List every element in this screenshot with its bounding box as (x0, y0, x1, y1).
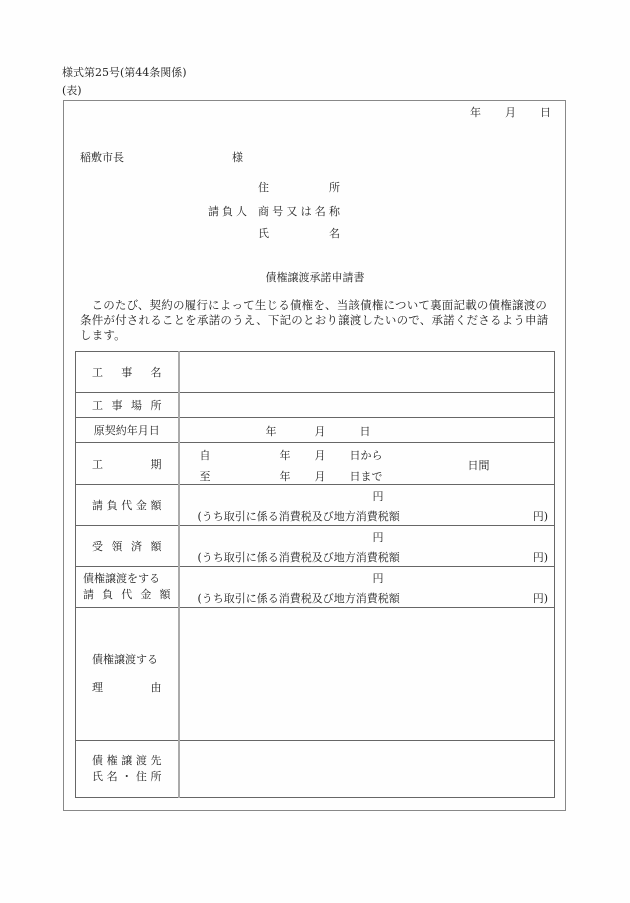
date-day: 日 (540, 106, 551, 119)
label-char: 氏 (258, 227, 269, 240)
tax-note: (うち取引に係る消費税及び地方消費税額 (197, 551, 400, 564)
label-construction-period (76, 443, 179, 485)
label-char: 済 (131, 540, 142, 553)
label-char: は (300, 205, 312, 218)
period-to-day: 日まで (349, 470, 383, 483)
label-char: 号 (272, 205, 284, 218)
label-char: ・ (121, 770, 133, 783)
period-from-day: 日から (349, 449, 383, 462)
label-project-name (76, 352, 179, 393)
label-assignment-reason (76, 608, 179, 741)
period-from-prefix: 自 (199, 449, 211, 462)
amount-yen: 円 (372, 572, 384, 585)
project-name-field[interactable] (179, 352, 555, 393)
addressee-honorific: 様 (232, 151, 243, 164)
project-location-field[interactable] (179, 393, 555, 418)
period-from-month: 月 (314, 449, 326, 462)
period-from-year: 年 (279, 449, 291, 462)
construction-period-field[interactable] (179, 443, 555, 485)
date-month: 月 (505, 106, 516, 119)
form-number: 様式第25号(第44条関係) (62, 66, 187, 79)
label-char: 領 (111, 540, 123, 553)
tax-yen: 円) (532, 551, 548, 564)
label-char: 住 (135, 770, 147, 783)
label-project-location (76, 393, 179, 418)
label-char: 場 (131, 399, 142, 412)
label-char: 額 (150, 499, 162, 512)
label-char: 請 (92, 499, 103, 512)
name-label (258, 227, 340, 241)
label-char: 負 (102, 588, 114, 601)
label-char: 所 (150, 399, 162, 412)
period-to-prefix: 至 (199, 470, 211, 483)
label-char: 商 (258, 205, 269, 218)
row-assignee (76, 741, 555, 798)
label-text: 原契約年月日 (93, 424, 160, 437)
row-original-contract-date (76, 418, 555, 443)
body-text: このたび、契約の履行によって生じる債権を、当該債権について裏面記載の債権譲渡の条件が付されることを承諾のうえ、下記のとおり譲渡したいので、承諾くださるよう申請します。 (80, 298, 549, 342)
label-char: 権 (106, 754, 118, 767)
date-year: 年 (470, 106, 481, 119)
assignee-field[interactable] (179, 741, 555, 798)
label-char: 由 (150, 681, 162, 694)
address-label (258, 181, 340, 195)
document-title: 債権譲渡承諾申請書 (265, 271, 365, 284)
label-line: 債権譲渡をする (83, 572, 160, 585)
tax-yen: 円) (532, 510, 548, 523)
label-assigned-amount (76, 567, 179, 608)
label-char: 渡 (135, 754, 147, 767)
row-project-location (76, 393, 555, 418)
label-char: 理 (92, 681, 103, 694)
row-contract-amount (76, 485, 555, 526)
company-label (258, 205, 340, 219)
form-side-label: (表) (62, 84, 82, 97)
label-char: 額 (150, 540, 162, 553)
label-char: 事 (121, 366, 133, 379)
label-char: 先 (150, 754, 162, 767)
tax-note: (うち取引に係る消費税及び地方消費税額 (197, 510, 400, 523)
application-table (75, 351, 555, 798)
label-char: 工 (92, 399, 103, 412)
row-construction-period (76, 443, 555, 485)
label-char: 名 (329, 227, 340, 240)
label-char: 又 (286, 205, 298, 218)
row-assigned-amount (76, 567, 555, 608)
label-char: 工 (92, 366, 103, 379)
label-char: 所 (329, 181, 340, 194)
period-duration: 日間 (467, 459, 490, 472)
period-to-month: 月 (314, 470, 326, 483)
label-char: 所 (150, 770, 162, 783)
applicant-role: 請負人 (208, 205, 250, 218)
label-assignee (76, 741, 179, 798)
label-char: 称 (328, 205, 340, 218)
period-to-year: 年 (279, 470, 291, 483)
label-char: 額 (159, 588, 171, 601)
received-amount-field[interactable] (179, 526, 555, 567)
assigned-amount-field[interactable] (179, 567, 555, 608)
addressee-name: 稲敷市長 (80, 151, 124, 164)
contract-month: 月 (314, 425, 326, 438)
label-char: 名 (106, 770, 118, 783)
label-char: 事 (111, 399, 123, 412)
label-line: 債権譲渡する (92, 653, 158, 666)
label-char: 名 (314, 205, 326, 218)
label-received-amount (76, 526, 179, 567)
label-char: 請 (83, 588, 94, 601)
amount-yen: 円 (372, 531, 384, 544)
label-contract-amount (76, 485, 179, 526)
contract-day: 日 (359, 425, 371, 438)
label-char: 工 (92, 457, 103, 471)
label-char: 譲 (121, 754, 133, 767)
label-char: 代 (121, 499, 133, 512)
label-char: 金 (140, 588, 152, 601)
label-char: 住 (258, 181, 269, 194)
amount-yen: 円 (372, 490, 384, 503)
label-char: 受 (92, 540, 103, 553)
label-original-contract-date (76, 418, 179, 443)
contract-year: 年 (265, 425, 277, 438)
assignment-reason-field[interactable] (179, 608, 555, 741)
row-assignment-reason (76, 608, 555, 741)
label-char: 氏 (92, 770, 103, 783)
row-project-name (76, 352, 555, 393)
label-char: 債 (92, 754, 103, 767)
contract-amount-field[interactable] (179, 485, 555, 526)
tax-note: (うち取引に係る消費税及び地方消費税額 (197, 592, 400, 605)
tax-yen: 円) (532, 592, 548, 605)
label-char: 金 (135, 499, 147, 512)
label-char: 負 (106, 499, 118, 512)
original-contract-date-field[interactable] (179, 418, 555, 443)
row-received-amount (76, 526, 555, 567)
label-char: 名 (150, 366, 162, 379)
label-char: 期 (150, 457, 162, 471)
label-char: 代 (121, 588, 133, 601)
